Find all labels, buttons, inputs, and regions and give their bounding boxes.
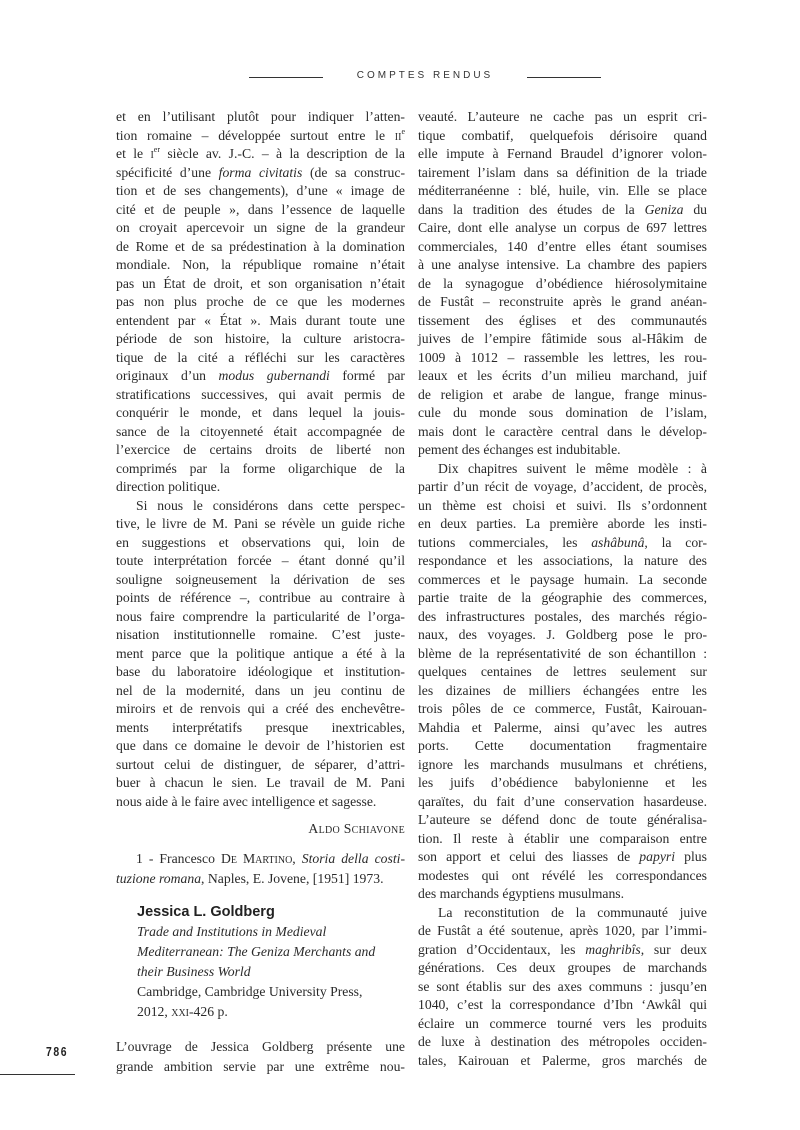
italic-text: forma civitatis	[218, 164, 303, 180]
text-run: tion romaine – développée surtout entre le	[116, 127, 395, 143]
text-line	[116, 312, 405, 331]
text-run: ports. Cette documentation fragmentaire	[418, 738, 707, 753]
text-line	[116, 330, 405, 349]
book-year-pages	[137, 1002, 407, 1022]
text-run: 1 - Francesco	[136, 851, 221, 866]
book-title-line: Trade and Institutions in Medieval	[137, 924, 327, 939]
text-run: juives de l’empire fâtimide sous al-Hâkim de	[418, 331, 707, 346]
text-run: formé par	[329, 368, 405, 383]
text-line	[418, 127, 707, 146]
text-line	[116, 423, 405, 442]
text-line	[116, 774, 405, 793]
text-run: de luxe à destination des métropoles occiden-	[418, 1034, 707, 1049]
text-line	[418, 848, 707, 867]
text-line	[116, 127, 405, 146]
text-line	[418, 719, 707, 738]
text-line	[418, 404, 707, 423]
text-run: générations. Ces deux groupes de marchands	[418, 960, 707, 975]
text-run: de Rome et de sa prédestination à la domination	[116, 238, 405, 254]
text-line	[418, 959, 707, 978]
text-run: partir d’un récit de voyage, d’accident, de procès,	[418, 479, 707, 494]
text-line	[116, 367, 405, 386]
text-line	[116, 1037, 405, 1057]
text-line	[116, 238, 405, 257]
text-run: du	[683, 201, 708, 217]
text-line	[418, 164, 707, 183]
text-line	[116, 571, 405, 590]
italic-text: papyri	[639, 849, 676, 864]
text-line	[418, 830, 707, 849]
text-run: l’exercice de certains droits de liberté non	[116, 442, 405, 457]
text-line	[116, 849, 405, 869]
text-line	[418, 645, 707, 664]
text-run: naux, des voyages. J. Goldberg pose le pro-	[418, 627, 707, 642]
text-run: tion et de ses changements), d’une « image de	[116, 183, 405, 198]
text-run: L’ouvrage de Jessica Goldberg présente une	[116, 1039, 405, 1054]
text-run: tissement des églises et des communautés	[418, 312, 707, 328]
header-rule-left	[249, 77, 323, 78]
text-run: base du laboratoire idéologique et institution-	[116, 664, 405, 679]
text-line	[116, 441, 405, 460]
text-run: les juifs d’obédience babylonienne et les	[418, 775, 707, 790]
text-line	[418, 1033, 707, 1052]
text-run: direction politique.	[116, 479, 221, 494]
text-line	[418, 201, 707, 220]
italic-text: ashâbunâ	[591, 534, 645, 550]
footnote	[116, 849, 405, 889]
text-run: Si nous le considérons dans cette perspec-	[136, 497, 405, 513]
text-run: toute interprétation forcée – étant donné qu’il	[116, 553, 405, 568]
text-line	[116, 182, 405, 201]
text-line	[418, 349, 707, 368]
review-signature: Aldo Schiavone	[308, 821, 405, 836]
book-year: 2012,	[137, 1004, 172, 1019]
text-run: surtout celui de distinguer, de séparer, d’attri-	[116, 756, 405, 772]
text-run: entendent par « État ». Mais durant toute une	[116, 312, 405, 328]
text-line	[418, 700, 707, 719]
book-reference	[137, 902, 407, 1022]
text-run: , sur deux	[640, 941, 708, 957]
text-line	[418, 219, 707, 238]
text-run: ,	[292, 851, 302, 866]
text-run: les dizaines de milliers échangées entre les	[418, 682, 707, 698]
text-run: pas un État de droit, et son organisation n’était	[116, 275, 405, 291]
text-run: méditerranéenne : blé, huile, vin. Elle se place	[418, 183, 707, 198]
text-run: trois pôles de ce commerce, Fustât, Kairouan-	[418, 701, 707, 716]
text-line	[116, 164, 405, 183]
text-line	[418, 608, 707, 627]
text-run: nel de la modernité, dans un jeu continu de	[116, 682, 405, 698]
text-line	[418, 737, 707, 756]
superscript: er	[153, 145, 161, 154]
text-line	[116, 201, 405, 220]
text-run: sance de la citoyenneté était accompagnée de	[116, 423, 405, 439]
text-line	[116, 645, 405, 664]
text-run: (de sa construc-	[302, 164, 406, 180]
text-run: commerces et le paysage humain. La seconde	[418, 571, 707, 587]
text-run: de Fustât a été soutenue, après 1020, par l’immi-	[418, 923, 707, 938]
text-run: spécificité d’une	[116, 164, 219, 180]
text-line	[116, 219, 405, 238]
book-author: Jessica L. Goldberg	[137, 904, 275, 920]
text-line	[116, 515, 405, 534]
text-run: points de référence –, contribue au contraire à	[116, 590, 405, 605]
text-run: gration d’Occidentaux, les	[418, 941, 586, 957]
italic-text: Storia della costi-	[301, 851, 406, 866]
text-run: , la cor-	[644, 534, 708, 550]
text-run: Dix chapitres suivent le même modèle : à	[438, 460, 707, 476]
text-run: Mahdia et Palerme, ainsi qu’avec les autres	[418, 719, 707, 735]
text-run: dans la tradition des études de la	[418, 201, 645, 217]
text-line	[116, 497, 405, 516]
text-line	[418, 256, 707, 275]
text-line	[116, 682, 405, 701]
text-run: qaraïtes, du fait d’une conservation hasardeuse.	[418, 793, 707, 809]
text-line	[418, 589, 707, 608]
text-run: à une analyse intensive. La chambre des papiers	[418, 257, 707, 272]
text-run: des marchands égyptiens musulmans.	[418, 886, 625, 901]
text-run: nisation institutionnelle romaine. C’est juste-	[116, 627, 405, 642]
text-run: siècle av. J.-C. – à la description de la	[160, 146, 405, 161]
text-run: respondance et les associations, la nature des	[418, 553, 707, 568]
text-run: partie traite de la géographie des commerces,	[418, 590, 707, 605]
text-run: pement des échanges est indubitable.	[418, 442, 621, 457]
text-run: L’auteure se défend donc de toute généralisa-	[418, 812, 707, 827]
text-line	[418, 293, 707, 312]
text-line	[418, 182, 707, 201]
text-line	[116, 349, 405, 368]
text-run: que dans ce domaine le devoir de l’historien est	[116, 738, 405, 753]
text-run: pas non plus proche de ce que les modernes	[116, 294, 405, 309]
text-line	[116, 145, 405, 164]
text-run: période de son histoire, la culture aristocra-	[116, 331, 405, 346]
text-run: tique de la cité a réfléchi sur les caractères	[116, 349, 405, 365]
text-run: mondiale. Non, la république romaine n’était	[116, 257, 405, 272]
text-run: tairement l’islam dans sa définition de la triade	[418, 164, 707, 180]
text-run: tique combatif, quelquefois dérisoire quand	[418, 127, 707, 143]
text-line	[116, 275, 405, 294]
text-line	[418, 571, 707, 590]
text-run: comprimés par la forme oligarchique de la	[116, 460, 405, 476]
text-run: mais dont le caractère central dans le dévelop-	[418, 423, 707, 439]
page-number-rule	[0, 1074, 75, 1075]
book-roman-pages: xxi	[171, 1004, 189, 1019]
text-line	[418, 793, 707, 812]
text-run: et le	[116, 146, 151, 161]
text-line	[116, 256, 405, 275]
text-run: cité et de peuple », dans l’essence de laquelle	[116, 201, 405, 217]
text-line	[418, 626, 707, 645]
italic-text: tuzione romana	[116, 871, 202, 886]
left-column-body	[116, 108, 405, 811]
right-column-body	[418, 108, 707, 1070]
text-run: ignore les marchands musulmans et chrétiens,	[418, 756, 707, 772]
text-line	[418, 811, 707, 830]
running-header: COMPTES RENDUS	[356, 70, 494, 81]
text-run: Caire, dont elle analyse un corpus de 697 lettres	[418, 220, 707, 235]
text-line	[116, 108, 405, 127]
text-line	[418, 756, 707, 775]
text-run: miroirs et de renvois qui a créé des enchevêtre-	[116, 701, 405, 716]
text-line	[116, 589, 405, 608]
text-run: plus	[675, 849, 707, 864]
text-run: souligne soigneusement la dérivation de ses	[116, 571, 405, 587]
text-line	[418, 478, 707, 497]
text-line	[116, 552, 405, 571]
text-run: on croyait apercevoir un signe de la grandeur	[116, 220, 405, 235]
text-line	[116, 478, 405, 497]
book-publisher: Cambridge, Cambridge University Press,	[137, 984, 363, 999]
text-line	[418, 386, 707, 405]
text-run: de la synagogue d’obédience hiérosolymitaine	[418, 275, 707, 291]
text-run: grande ambition servie par une extrême nou-	[116, 1059, 405, 1074]
text-line	[418, 885, 707, 904]
text-line	[418, 1052, 707, 1071]
text-run: et en l’utilisant plutôt pour indiquer l’atten-	[116, 109, 405, 124]
text-run: , Naples, E. Jovene, [1951] 1973.	[201, 871, 384, 886]
text-line	[116, 719, 405, 738]
text-line	[116, 737, 405, 756]
text-line	[418, 275, 707, 294]
text-run: buer à chacun le sien. Le travail de M. Pani	[116, 775, 405, 790]
text-run: ments interprétatifs presque inextricables,	[116, 719, 405, 735]
small-caps-text: i	[150, 146, 154, 161]
text-line	[418, 663, 707, 682]
text-run: de Fustât – reconstruite après le grand anéan-	[418, 294, 707, 309]
italic-text: Geniza	[644, 201, 684, 217]
text-run: son apport et celui des liasses de	[418, 849, 640, 864]
text-run: originaux d’un	[116, 368, 219, 383]
small-caps-text: De Martino	[220, 851, 293, 866]
text-line	[418, 441, 707, 460]
text-line	[116, 534, 405, 553]
text-line	[418, 941, 707, 960]
text-line	[418, 423, 707, 442]
text-run: commerciales, 140 d’entre elles étant soumises	[418, 238, 707, 254]
text-run: tales, Kairouan et Palerme, gros marchés de	[418, 1052, 707, 1068]
text-run: nous aide à le faire avec intelligence et sagesse.	[116, 793, 377, 809]
text-run: modestes qui ont révélé les correspondances	[418, 867, 707, 883]
text-run: nous faire comprendre la particularité de l’orga-	[116, 608, 405, 624]
text-line	[116, 663, 405, 682]
text-line	[418, 367, 707, 386]
text-line	[418, 1015, 707, 1034]
text-run: veauté. L’auteure ne cache pas un esprit cri-	[418, 109, 707, 124]
text-run: quelques centaines de lettres seulement sur	[418, 664, 707, 679]
text-run: éclaire un commerce tourné vers les produits	[418, 1015, 707, 1031]
book-title-line: Mediterranean: The Geniza Merchants and	[137, 944, 376, 959]
text-run: conquérir le monde, et dans lequel la jouis-	[116, 405, 405, 420]
book-title-line: their Business World	[137, 964, 251, 979]
text-line	[418, 534, 707, 553]
text-line	[116, 386, 405, 405]
text-line	[418, 922, 707, 941]
text-line	[418, 238, 707, 257]
text-line	[116, 700, 405, 719]
text-line	[418, 330, 707, 349]
review-opening-paragraph	[116, 1037, 405, 1077]
text-run: leaux et les écrits d’un milieu marchand, juif	[418, 368, 707, 383]
text-line	[418, 904, 707, 923]
text-run: La reconstitution de la communauté juive	[438, 904, 707, 920]
text-line	[116, 293, 405, 312]
text-run: 1040, c’est la correspondance d’Ibn ‘Awkâl qui	[418, 997, 707, 1012]
text-line	[116, 608, 405, 627]
text-run: se sont établis sur des axes communs : jusqu’en	[418, 978, 707, 994]
text-run: 1009 à 1012 – rassemble les lettres, les rou-	[418, 349, 707, 365]
text-run: ment parce que la politique antique a été à la	[116, 645, 405, 661]
text-run: un thème est choisi et suivi. Ils s’ordonnent	[418, 497, 707, 513]
text-line	[418, 682, 707, 701]
text-line	[418, 774, 707, 793]
italic-text: maghribîs	[585, 941, 641, 957]
text-line	[418, 460, 707, 479]
text-run: blème de la représentativité de son échantillon :	[418, 645, 707, 661]
text-line	[116, 626, 405, 645]
text-line	[418, 108, 707, 127]
superscript: e	[401, 126, 405, 136]
text-line	[116, 869, 405, 889]
italic-text: modus gubernandi	[218, 368, 330, 383]
text-line	[116, 756, 405, 775]
book-page-count: -426 p.	[189, 1004, 228, 1019]
text-line	[116, 460, 405, 479]
text-run: tive, le livre de M. Pani se révèle un guide riche	[116, 516, 405, 531]
small-caps-text: ii	[394, 127, 402, 143]
text-line	[418, 515, 707, 534]
text-line	[418, 312, 707, 331]
text-run: en deux parties. La première aborde les insti-	[418, 516, 707, 531]
text-line	[418, 867, 707, 886]
text-line	[418, 996, 707, 1015]
text-line	[418, 978, 707, 997]
text-line	[418, 497, 707, 516]
text-line	[418, 552, 707, 571]
text-line	[418, 145, 707, 164]
text-run: tion. Il reste à établir une comparaison entre	[418, 830, 707, 846]
page-number: 786	[46, 1044, 69, 1059]
text-run: tutions commerciales, les	[418, 534, 592, 550]
text-line	[116, 1057, 405, 1077]
text-line	[116, 404, 405, 423]
text-line	[116, 793, 405, 812]
text-run: de religion et arabe de langue, frange minus-	[418, 386, 707, 402]
text-run: elle impute à Fernand Braudel d’ignorer volon-	[418, 146, 707, 161]
text-run: stratifications successives, qui avait permis de	[116, 386, 405, 402]
text-run: en suggestions et observations qui, loin de	[116, 534, 405, 550]
header-rule-right	[527, 77, 601, 78]
text-run: cule du monde sous domination de l’islam,	[418, 405, 707, 420]
text-run: des infrastructures postales, des marchés régio-	[418, 608, 707, 624]
